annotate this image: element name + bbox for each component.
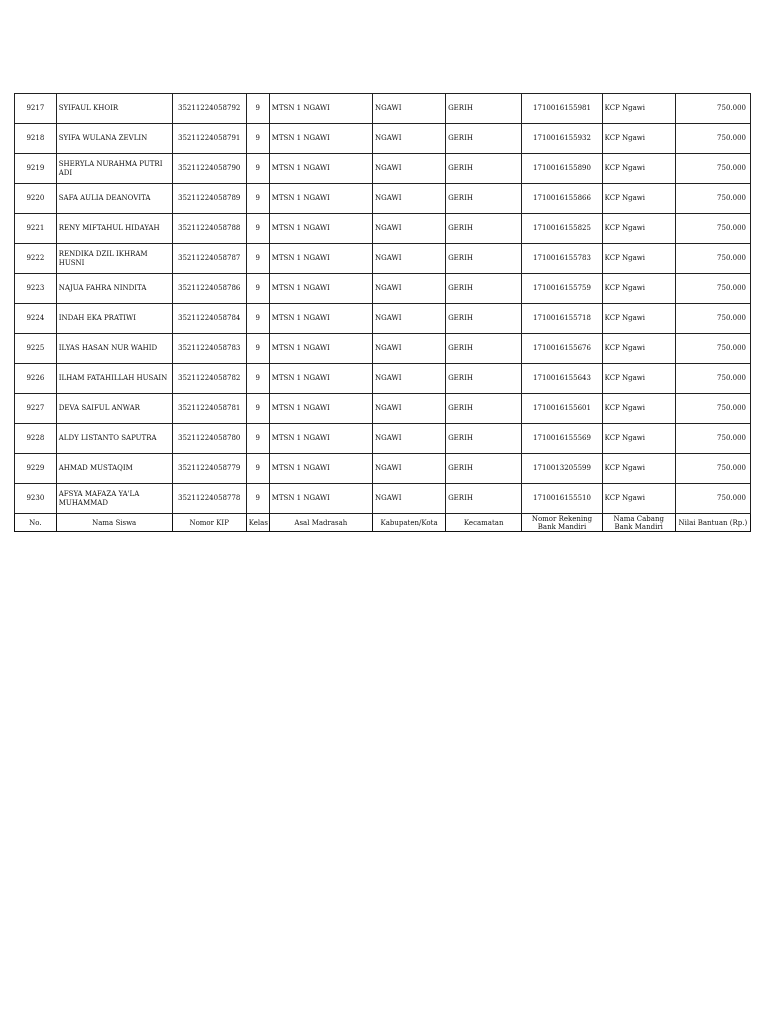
- header-madrasah: Asal Madrasah: [269, 514, 372, 532]
- cell-kip: 35211224058791: [172, 124, 246, 154]
- cell-madrasah: MTSN 1 NGAWI: [269, 274, 372, 304]
- cell-nilai: 750.000: [675, 484, 750, 514]
- cell-rekening: 1710016155981: [522, 94, 602, 124]
- cell-no: 9228: [15, 424, 57, 454]
- cell-no: 9223: [15, 274, 57, 304]
- table-body: [15, 94, 751, 532]
- cell-nilai: 750.000: [675, 274, 750, 304]
- cell-cabang: KCP Ngawi: [602, 274, 675, 304]
- cell-madrasah: MTSN 1 NGAWI: [269, 454, 372, 484]
- cell-kelas: 9: [246, 244, 269, 274]
- table-row: [15, 334, 751, 364]
- cell-nilai: 750.000: [675, 364, 750, 394]
- cell-rekening: 1710016155890: [522, 154, 602, 184]
- cell-madrasah: MTSN 1 NGAWI: [269, 214, 372, 244]
- cell-no: 9218: [15, 124, 57, 154]
- cell-no: 9217: [15, 94, 57, 124]
- cell-kelas: 9: [246, 394, 269, 424]
- cell-no: 9221: [15, 214, 57, 244]
- cell-kabupaten: NGAWI: [373, 214, 446, 244]
- cell-madrasah: MTSN 1 NGAWI: [269, 184, 372, 214]
- cell-no: 9227: [15, 394, 57, 424]
- cell-kelas: 9: [246, 334, 269, 364]
- cell-rekening: 1710016155759: [522, 274, 602, 304]
- cell-rekening: 1710013205599: [522, 454, 602, 484]
- cell-kelas: 9: [246, 304, 269, 334]
- cell-kabupaten: NGAWI: [373, 94, 446, 124]
- cell-kabupaten: NGAWI: [373, 424, 446, 454]
- cell-kelas: 9: [246, 94, 269, 124]
- cell-rekening: 1710016155643: [522, 364, 602, 394]
- cell-rekening: 1710016155601: [522, 394, 602, 424]
- cell-no: 9226: [15, 364, 57, 394]
- cell-nama: RENDIKA DZIL IKHRAM HUSNI: [56, 244, 172, 274]
- cell-cabang: KCP Ngawi: [602, 454, 675, 484]
- cell-rekening: 1710016155569: [522, 424, 602, 454]
- cell-kabupaten: NGAWI: [373, 364, 446, 394]
- header-no: No.: [15, 514, 57, 532]
- cell-madrasah: MTSN 1 NGAWI: [269, 124, 372, 154]
- cell-nama: SYIFA WULANA ZEVLIN: [56, 124, 172, 154]
- header-nama: Nama Siswa: [56, 514, 172, 532]
- cell-nama: ALDY LISTANTO SAPUTRA: [56, 424, 172, 454]
- cell-nilai: 750.000: [675, 244, 750, 274]
- document-page: [14, 93, 751, 532]
- cell-kip: 35211224058784: [172, 304, 246, 334]
- table-row: [15, 94, 751, 124]
- cell-madrasah: MTSN 1 NGAWI: [269, 424, 372, 454]
- cell-kelas: 9: [246, 214, 269, 244]
- cell-kelas: 9: [246, 154, 269, 184]
- cell-kecamatan: GERIH: [446, 94, 522, 124]
- cell-kecamatan: GERIH: [446, 424, 522, 454]
- cell-kabupaten: NGAWI: [373, 244, 446, 274]
- cell-cabang: KCP Ngawi: [602, 394, 675, 424]
- cell-nilai: 750.000: [675, 124, 750, 154]
- header-nilai: Nilai Bantuan (Rp.): [675, 514, 750, 532]
- cell-kip: 35211224058780: [172, 424, 246, 454]
- table-header-row: [15, 514, 751, 532]
- cell-kip: 35211224058783: [172, 334, 246, 364]
- cell-kip: 35211224058781: [172, 394, 246, 424]
- cell-cabang: KCP Ngawi: [602, 364, 675, 394]
- cell-cabang: KCP Ngawi: [602, 124, 675, 154]
- cell-kecamatan: GERIH: [446, 154, 522, 184]
- header-kabupaten: Kabupaten/Kota: [373, 514, 446, 532]
- header-cabang: Nama Cabang Bank Mandiri: [602, 514, 675, 532]
- cell-cabang: KCP Ngawi: [602, 184, 675, 214]
- cell-nilai: 750.000: [675, 334, 750, 364]
- cell-kecamatan: GERIH: [446, 334, 522, 364]
- cell-kelas: 9: [246, 454, 269, 484]
- cell-rekening: 1710016155932: [522, 124, 602, 154]
- cell-rekening: 1710016155783: [522, 244, 602, 274]
- cell-kecamatan: GERIH: [446, 304, 522, 334]
- cell-madrasah: MTSN 1 NGAWI: [269, 394, 372, 424]
- header-kelas: Kelas: [246, 514, 269, 532]
- cell-kelas: 9: [246, 184, 269, 214]
- cell-no: 9230: [15, 484, 57, 514]
- table-row: [15, 484, 751, 514]
- table-row: [15, 274, 751, 304]
- cell-kelas: 9: [246, 424, 269, 454]
- cell-no: 9225: [15, 334, 57, 364]
- cell-rekening: 1710016155676: [522, 334, 602, 364]
- cell-nama: SYIFAUL KHOIR: [56, 94, 172, 124]
- cell-kecamatan: GERIH: [446, 244, 522, 274]
- cell-kip: 35211224058778: [172, 484, 246, 514]
- table-row: [15, 184, 751, 214]
- cell-no: 9229: [15, 454, 57, 484]
- cell-kecamatan: GERIH: [446, 394, 522, 424]
- cell-kabupaten: NGAWI: [373, 274, 446, 304]
- table-row: [15, 244, 751, 274]
- table-row: [15, 124, 751, 154]
- cell-kip: 35211224058787: [172, 244, 246, 274]
- cell-nilai: 750.000: [675, 304, 750, 334]
- cell-madrasah: MTSN 1 NGAWI: [269, 94, 372, 124]
- cell-rekening: 1710016155825: [522, 214, 602, 244]
- table-row: [15, 304, 751, 334]
- cell-nama: SAFA AULIA DEANOVITA: [56, 184, 172, 214]
- cell-kecamatan: GERIH: [446, 454, 522, 484]
- table-row: [15, 364, 751, 394]
- cell-madrasah: MTSN 1 NGAWI: [269, 484, 372, 514]
- cell-cabang: KCP Ngawi: [602, 214, 675, 244]
- table-row: [15, 154, 751, 184]
- cell-no: 9220: [15, 184, 57, 214]
- cell-madrasah: MTSN 1 NGAWI: [269, 154, 372, 184]
- cell-madrasah: MTSN 1 NGAWI: [269, 244, 372, 274]
- cell-nilai: 750.000: [675, 424, 750, 454]
- cell-kip: 35211224058790: [172, 154, 246, 184]
- cell-madrasah: MTSN 1 NGAWI: [269, 364, 372, 394]
- cell-kip: 35211224058786: [172, 274, 246, 304]
- cell-cabang: KCP Ngawi: [602, 334, 675, 364]
- cell-nama: ILYAS HASAN NUR WAHID: [56, 334, 172, 364]
- header-kecamatan: Kecamatan: [446, 514, 522, 532]
- cell-kabupaten: NGAWI: [373, 484, 446, 514]
- cell-kabupaten: NGAWI: [373, 184, 446, 214]
- table-row: [15, 214, 751, 244]
- cell-nama: SHERYLA NURAHMA PUTRI ADI: [56, 154, 172, 184]
- cell-kecamatan: GERIH: [446, 124, 522, 154]
- cell-cabang: KCP Ngawi: [602, 244, 675, 274]
- table-row: [15, 454, 751, 484]
- cell-kip: 35211224058792: [172, 94, 246, 124]
- cell-no: 9222: [15, 244, 57, 274]
- cell-nilai: 750.000: [675, 94, 750, 124]
- cell-nilai: 750.000: [675, 394, 750, 424]
- table-row: [15, 394, 751, 424]
- cell-cabang: KCP Ngawi: [602, 304, 675, 334]
- table-row: [15, 424, 751, 454]
- cell-kecamatan: GERIH: [446, 484, 522, 514]
- cell-nama: DEVA SAIFUL ANWAR: [56, 394, 172, 424]
- cell-no: 9219: [15, 154, 57, 184]
- cell-kecamatan: GERIH: [446, 214, 522, 244]
- cell-kip: 35211224058789: [172, 184, 246, 214]
- cell-madrasah: MTSN 1 NGAWI: [269, 334, 372, 364]
- cell-nama: INDAH EKA PRATIWI: [56, 304, 172, 334]
- cell-kabupaten: NGAWI: [373, 394, 446, 424]
- cell-kecamatan: GERIH: [446, 274, 522, 304]
- cell-kabupaten: NGAWI: [373, 124, 446, 154]
- cell-nama: ILHAM FATAHILLAH HUSAIN: [56, 364, 172, 394]
- cell-kip: 35211224058788: [172, 214, 246, 244]
- cell-rekening: 1710016155718: [522, 304, 602, 334]
- cell-no: 9224: [15, 304, 57, 334]
- cell-kecamatan: GERIH: [446, 184, 522, 214]
- cell-kabupaten: NGAWI: [373, 304, 446, 334]
- cell-cabang: KCP Ngawi: [602, 94, 675, 124]
- student-aid-table: [14, 93, 751, 532]
- cell-kip: 35211224058779: [172, 454, 246, 484]
- cell-kip: 35211224058782: [172, 364, 246, 394]
- cell-kabupaten: NGAWI: [373, 334, 446, 364]
- cell-nama: AFSYA MAFAZA YA'LA MUHAMMAD: [56, 484, 172, 514]
- cell-nilai: 750.000: [675, 184, 750, 214]
- cell-nilai: 750.000: [675, 454, 750, 484]
- cell-kecamatan: GERIH: [446, 364, 522, 394]
- cell-kelas: 9: [246, 124, 269, 154]
- cell-nilai: 750.000: [675, 154, 750, 184]
- cell-nama: NAJUA FAHRA NINDITA: [56, 274, 172, 304]
- header-kip: Nomor KIP: [172, 514, 246, 532]
- header-rekening: Nomor Rekening Bank Mandiri: [522, 514, 602, 532]
- cell-nilai: 750.000: [675, 214, 750, 244]
- cell-cabang: KCP Ngawi: [602, 484, 675, 514]
- cell-kabupaten: NGAWI: [373, 154, 446, 184]
- cell-kelas: 9: [246, 484, 269, 514]
- cell-nama: AHMAD MUSTAQIM: [56, 454, 172, 484]
- cell-rekening: 1710016155866: [522, 184, 602, 214]
- cell-rekening: 1710016155510: [522, 484, 602, 514]
- cell-kabupaten: NGAWI: [373, 454, 446, 484]
- cell-kelas: 9: [246, 364, 269, 394]
- cell-cabang: KCP Ngawi: [602, 154, 675, 184]
- cell-nama: RENY MIFTAHUL HIDAYAH: [56, 214, 172, 244]
- cell-madrasah: MTSN 1 NGAWI: [269, 304, 372, 334]
- cell-cabang: KCP Ngawi: [602, 424, 675, 454]
- cell-kelas: 9: [246, 274, 269, 304]
